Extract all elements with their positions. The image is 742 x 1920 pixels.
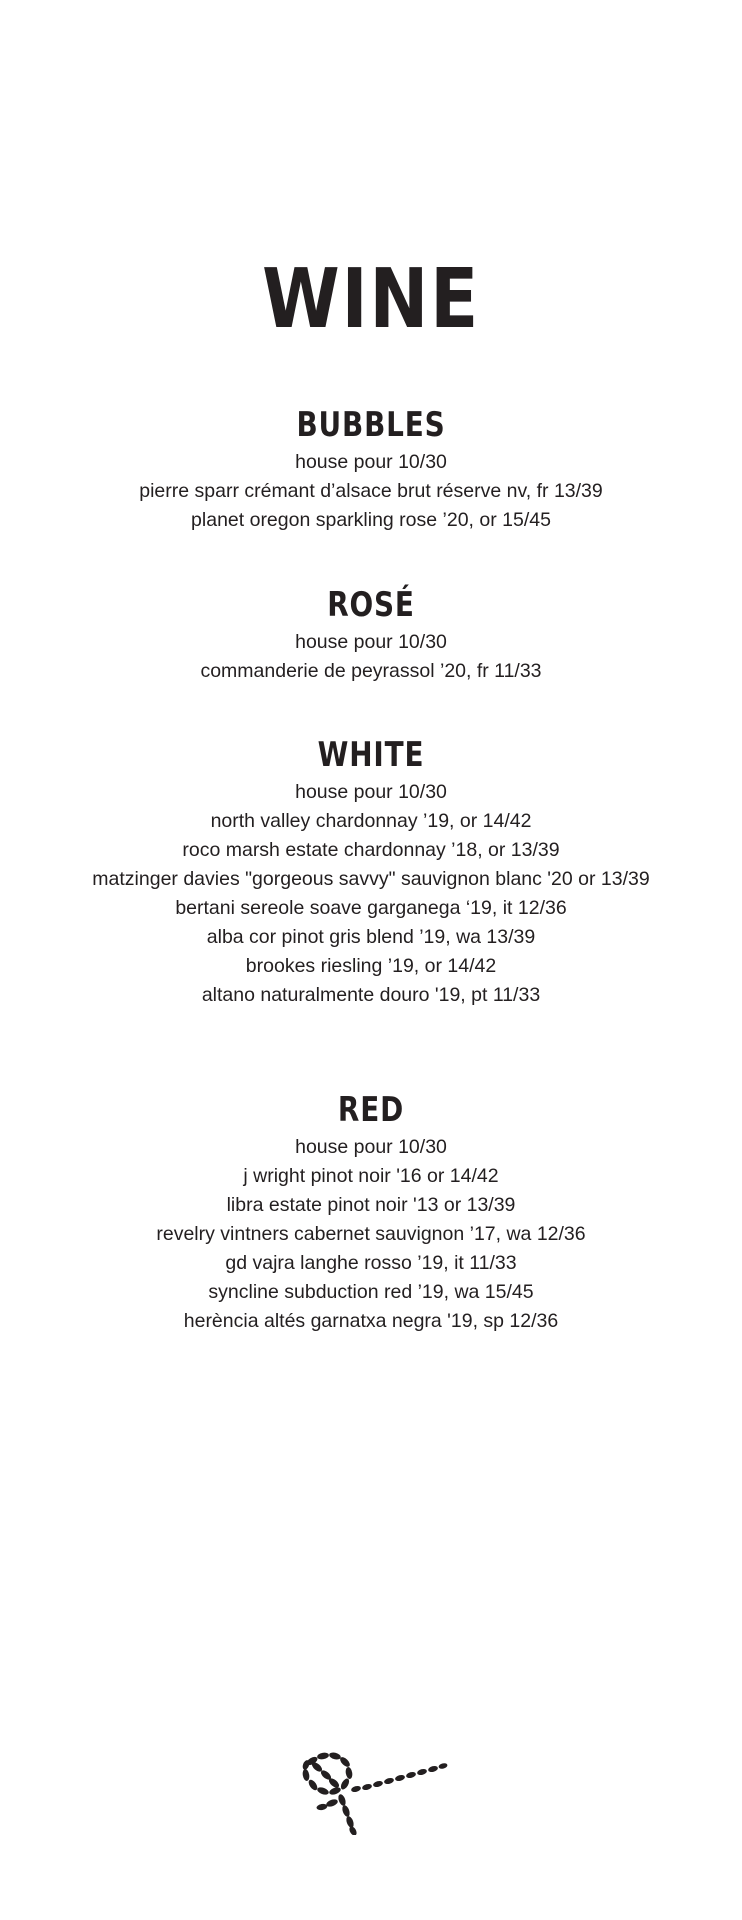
wine-list-bubbles bbox=[91, 448, 651, 535]
list-item: syncline subduction red ’19, wa 15/45 bbox=[208, 1281, 534, 1303]
section-rose bbox=[0, 582, 742, 686]
list-item: gd vajra langhe rosso ’19, it 11/33 bbox=[225, 1252, 517, 1274]
wine-list-white bbox=[91, 778, 651, 1010]
list-item: brookes riesling ’19, or 14/42 bbox=[245, 955, 497, 977]
section-heading-rose: ROSÉ bbox=[327, 585, 415, 625]
section-heading-bubbles: BUBBLES bbox=[296, 405, 446, 445]
list-item: house pour 10/30 bbox=[295, 631, 447, 653]
list-item: revelry vintners cabernet sauvignon ’17, wa 12/36 bbox=[156, 1223, 586, 1245]
list-item: house pour 10/30 bbox=[295, 781, 447, 803]
rope-knot-icon bbox=[290, 1745, 450, 1835]
list-item: libra estate pinot noir '13 or 13/39 bbox=[226, 1194, 516, 1216]
section-heading-white: WHITE bbox=[317, 735, 425, 775]
list-item: j wright pinot noir '16 or 14/42 bbox=[243, 1165, 499, 1187]
list-item: house pour 10/30 bbox=[295, 1136, 447, 1158]
list-item: pierre sparr crémant d’alsace brut réserve nv, fr 13/39 bbox=[139, 480, 603, 502]
wine-list-rose bbox=[91, 628, 651, 686]
section-white bbox=[0, 732, 742, 1010]
list-item: herència altés garnatxa negra '19, sp 12/36 bbox=[183, 1310, 559, 1332]
list-item: matzinger davies "gorgeous savvy" sauvignon blanc '20 or 13/39 bbox=[92, 868, 650, 890]
list-item: planet oregon sparkling rose ’20, or 15/45 bbox=[191, 509, 551, 531]
section-bubbles bbox=[0, 402, 742, 535]
section-heading-red: RED bbox=[337, 1090, 405, 1130]
list-item: house pour 10/30 bbox=[295, 451, 447, 473]
list-item: roco marsh estate chardonnay ’18, or 13/39 bbox=[182, 839, 560, 861]
list-item: alba cor pinot gris blend ’19, wa 13/39 bbox=[206, 926, 536, 948]
section-red bbox=[0, 1087, 742, 1336]
page-title: WINE bbox=[261, 252, 481, 347]
list-item: commanderie de peyrassol ’20, fr 11/33 bbox=[200, 660, 542, 682]
list-item: bertani sereole soave garganega ‘19, it 12/36 bbox=[175, 897, 567, 919]
list-item: altano naturalmente douro '19, pt 11/33 bbox=[201, 984, 541, 1006]
list-item: north valley chardonnay ’19, or 14/42 bbox=[210, 810, 532, 832]
wine-list-red bbox=[91, 1133, 651, 1336]
